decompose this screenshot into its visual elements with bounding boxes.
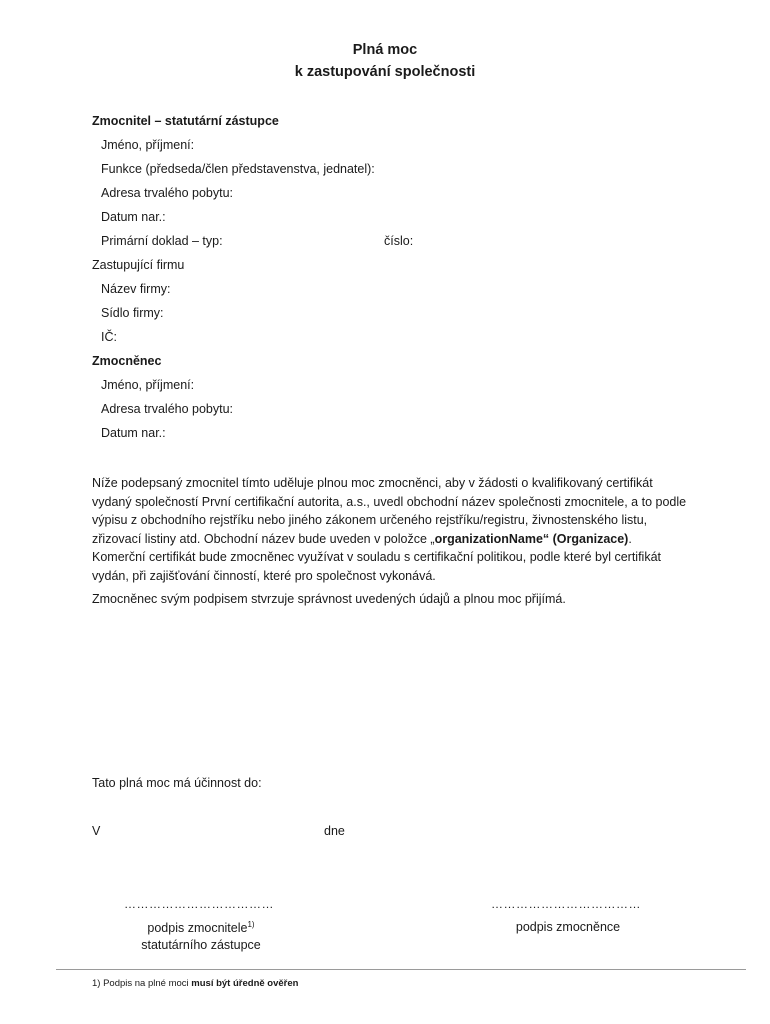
grantor-doc-number-label: číslo: — [384, 234, 414, 248]
grantor-signature-line: ……………………………… — [124, 897, 274, 911]
company-heading: Zastupující firmu — [92, 258, 185, 272]
grantor-doc-type-label: Primární doklad – typ: — [101, 234, 223, 248]
company-seat-label: Sídlo firmy: — [101, 306, 164, 320]
footnote-divider — [56, 969, 746, 970]
attorney-heading: Zmocněnec — [92, 354, 162, 368]
grantor-signature-caption — [118, 920, 284, 935]
grantor-heading: Zmocnitel – statutární zástupce — [92, 114, 279, 128]
place-label: V — [92, 824, 101, 838]
attorney-signature-line: ……………………………… — [491, 897, 641, 911]
grantor-function-label: Funkce (předseda/člen představenstva, jednatel): — [101, 162, 375, 176]
grantor-name-label: Jméno, příjmení: — [101, 138, 195, 152]
acceptance-paragraph: Zmocněnec svým podpisem stvrzuje správnost uvedených údajů a plnou moc přijímá. — [92, 592, 566, 606]
footnote-emphasis: musí být úředně ověřen — [191, 978, 299, 989]
attorney-signature-caption: podpis zmocněnce — [515, 920, 621, 934]
attorney-address-label: Adresa trvalého pobytu: — [101, 402, 234, 416]
attorney-birthdate-label: Datum nar.: — [101, 426, 166, 440]
company-name-label: Název firmy: — [101, 282, 171, 296]
authorization-paragraph — [92, 474, 692, 548]
grantor-signature-role: statutárního zástupce — [141, 938, 261, 952]
validity-label: Tato plná moc má účinnost do: — [92, 776, 262, 790]
company-id-label: IČ: — [101, 330, 117, 344]
grantor-signature-label: podpis zmocnitele — [147, 921, 248, 936]
grantor-address-label: Adresa trvalého pobytu: — [101, 186, 234, 200]
document-title: Plná moc — [352, 42, 418, 58]
date-label: dne — [324, 824, 345, 838]
footnote — [92, 978, 298, 989]
authorization-text-end: . — [628, 531, 632, 546]
footnote-text: 1) Podpis na plné moci — [92, 978, 192, 989]
attorney-name-label: Jméno, příjmení: — [101, 378, 195, 392]
footnote-mark: 1) — [247, 920, 255, 929]
document-subtitle: k zastupování společnosti — [294, 64, 476, 80]
grantor-birthdate-label: Datum nar.: — [101, 210, 166, 224]
authorization-text: Níže podepsaný zmocnitel tímto uděluje plnou moc zmocněnci, aby v žádosti o kvalifikovaný certifikát vydaný společností První certifikační autorita, a.s., uvedl obchodní název společnosti zmocnitele, a to podle výpisu z obchodního rejstříku nebo jiného zákonem určeného rejstříku/registru, živnostenského listu, zřizovací listiny atd. Obchodní název bude uveden v položce „ — [92, 476, 687, 546]
organization-field-name: organizationName“ (Organizace) — [434, 531, 629, 546]
certificate-usage-paragraph: Komerční certifikát bude zmocněnec využívat v souladu s certifikační politikou, podle které byl certifikát vydán, při zajišťování činností, které pro společnost vykonává. — [92, 550, 662, 583]
